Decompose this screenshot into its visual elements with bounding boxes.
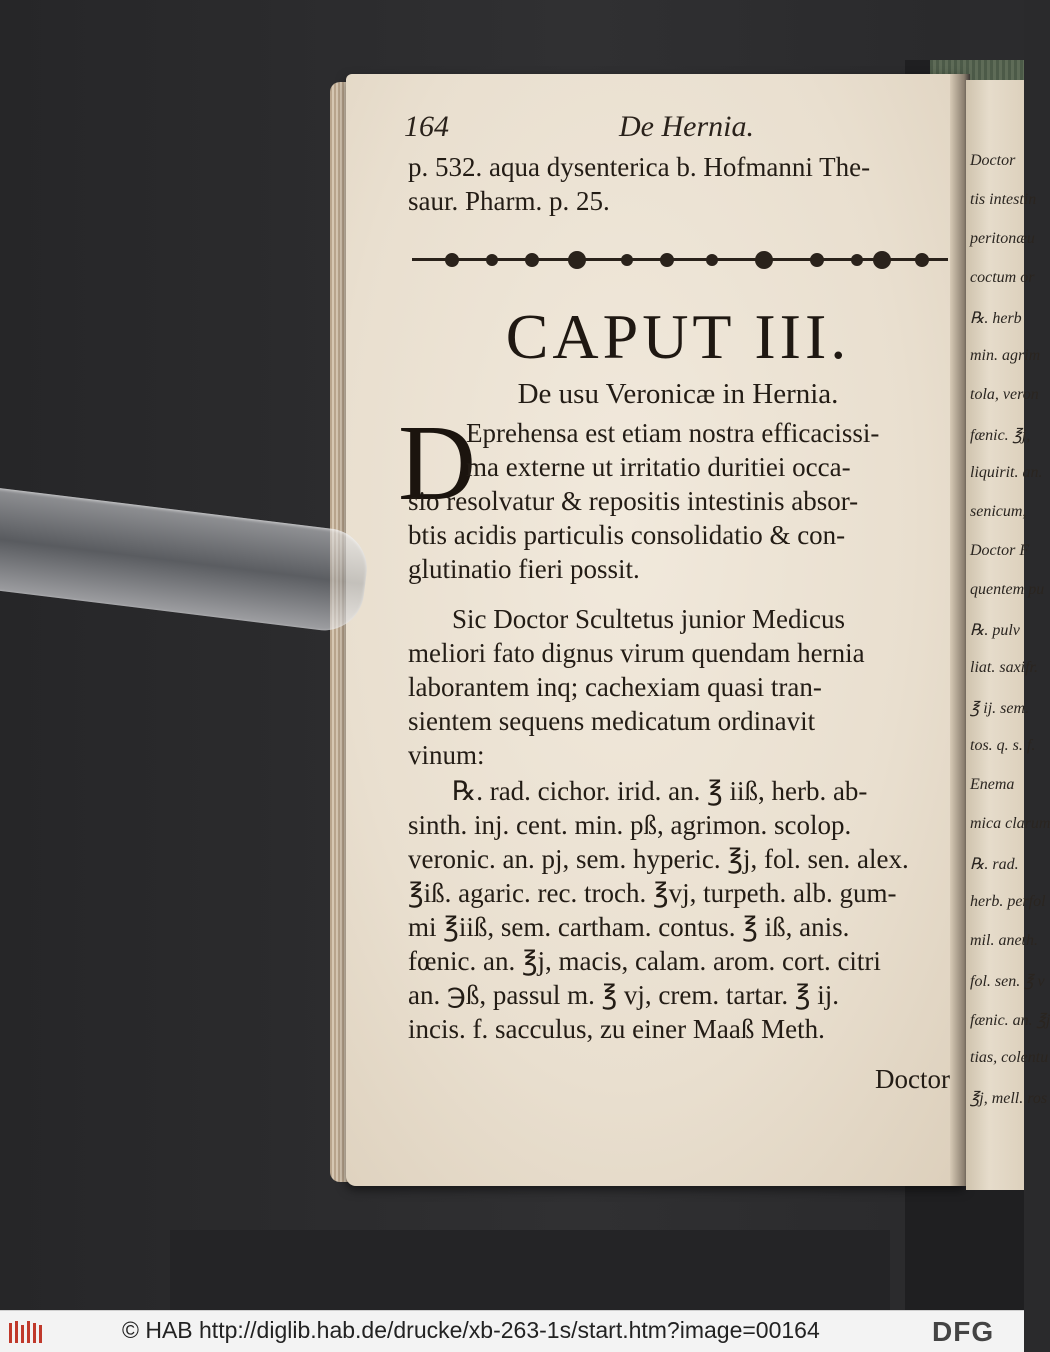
chapter-title: CAPUT III.: [505, 301, 851, 372]
text-line: laborantem inq; cachexiam quasi tran-: [408, 672, 822, 702]
text-line: ℥iß. agaric. rec. troch. ℥vj, turpeth. alb. gum-: [408, 878, 897, 908]
facing-page-line: mica clarum: [970, 815, 1050, 832]
dfg-logo: DFG: [932, 1316, 995, 1347]
text-line: btis acidis particulis consolidatio & con-: [408, 520, 846, 550]
drop-cap: D: [398, 404, 476, 523]
text-line: Sic Doctor Scultetus junior Medicus: [452, 604, 845, 634]
text-line: saur. Pharm. p. 25.: [408, 186, 610, 216]
page-header: [404, 110, 944, 150]
footer-bar: [0, 1310, 1024, 1352]
text-line: an. ℈ß, passul m. ℥ vj, crem. tartar. ℥ ij.: [408, 980, 839, 1010]
citation-link[interactable]: © HAB http://diglib.hab.de/drucke/xb-263-1s/start.htm?image=00164: [122, 1317, 820, 1343]
text-line: ℞. rad. cichor. irid. an. ℥ iiß, herb. ab-: [452, 776, 868, 806]
text-line: incis. f. sacculus, zu einer Maaß Meth.: [408, 1014, 825, 1044]
facing-page-line: fænic. ℥j,: [970, 427, 1031, 444]
hab-logo-icon: [8, 1319, 44, 1345]
ornament-divider: [412, 248, 948, 272]
facing-page-line: liat. saxifr.: [970, 659, 1039, 676]
facing-page-line: ℥j, mell. ros: [970, 1090, 1048, 1107]
text-line: glutinatio fieri possit.: [408, 554, 640, 584]
facing-page-line: ℞. herb: [970, 310, 1022, 327]
facing-page-line: ℞. pulv: [970, 622, 1020, 639]
facing-page-line: senicum,: [970, 503, 1027, 520]
facing-page-line: mil. aneth.: [970, 932, 1038, 949]
facing-page-line: tos. q. s. f.: [970, 737, 1036, 754]
text-line: vinum:: [408, 740, 485, 770]
text-line: sinth. inj. cent. min. pß, agrimon. scolop.: [408, 810, 852, 840]
text-line: p. 532. aqua dysenterica b. Hofmanni The-: [408, 152, 871, 182]
text-line: veronic. an. pj, sem. hyperic. ℥j, fol. sen. alex.: [408, 844, 909, 874]
facing-page: [966, 80, 1050, 1190]
facing-page-line: quentem pu: [970, 581, 1045, 598]
facing-page-line: Enema: [970, 776, 1015, 793]
chapter-subtitle: De usu Veronicæ in Hernia.: [517, 378, 839, 410]
facing-page-line: tis intestin: [970, 191, 1037, 208]
facing-page-line: min. agrim: [970, 347, 1041, 364]
text-line: ma externe ut irritatio duritiei occa-: [466, 452, 851, 482]
facing-page-line: coctum or: [970, 269, 1035, 286]
page-number: 164: [404, 110, 449, 143]
facing-page-line: peritonæu: [970, 230, 1035, 247]
text-line: Eprehensa est etiam nostra efficacissi-: [466, 418, 880, 448]
text-line: meliori fato dignus virum quendam hernia: [408, 638, 865, 668]
facing-page-line: tias, colentu: [970, 1049, 1049, 1066]
facing-page-line: ℞. rad.: [970, 856, 1019, 873]
text-line: sio resolvatur & repositis intestinis absor-: [408, 486, 859, 516]
text-line: fœnic. an. ℥j, macis, calam. arom. cort. citri: [408, 946, 881, 976]
facing-page-line: Doctor: [970, 152, 1016, 169]
text-line: sientem sequens medicatum ordinavit: [408, 706, 816, 736]
running-head: De Hernia.: [619, 110, 754, 143]
facing-page-line: tola, veron: [970, 386, 1039, 403]
text-line: mi ℥iiß, sem. cartham. contus. ℥ iß, anis.: [408, 912, 850, 942]
facing-page-line: fænic. an. ℥j: [970, 1012, 1050, 1029]
catchword: Doctor: [875, 1064, 950, 1094]
facing-page-line: ℥ ij. sem.: [970, 700, 1030, 717]
facing-page-line: liquirit. an.: [970, 464, 1043, 481]
facing-page-line: herb. perfol: [970, 893, 1046, 910]
facing-page-line: Doctor F: [970, 542, 1030, 559]
book-cover-bottom: [170, 1230, 890, 1310]
facing-page-line: fol. sen. ℥ v: [970, 973, 1045, 990]
